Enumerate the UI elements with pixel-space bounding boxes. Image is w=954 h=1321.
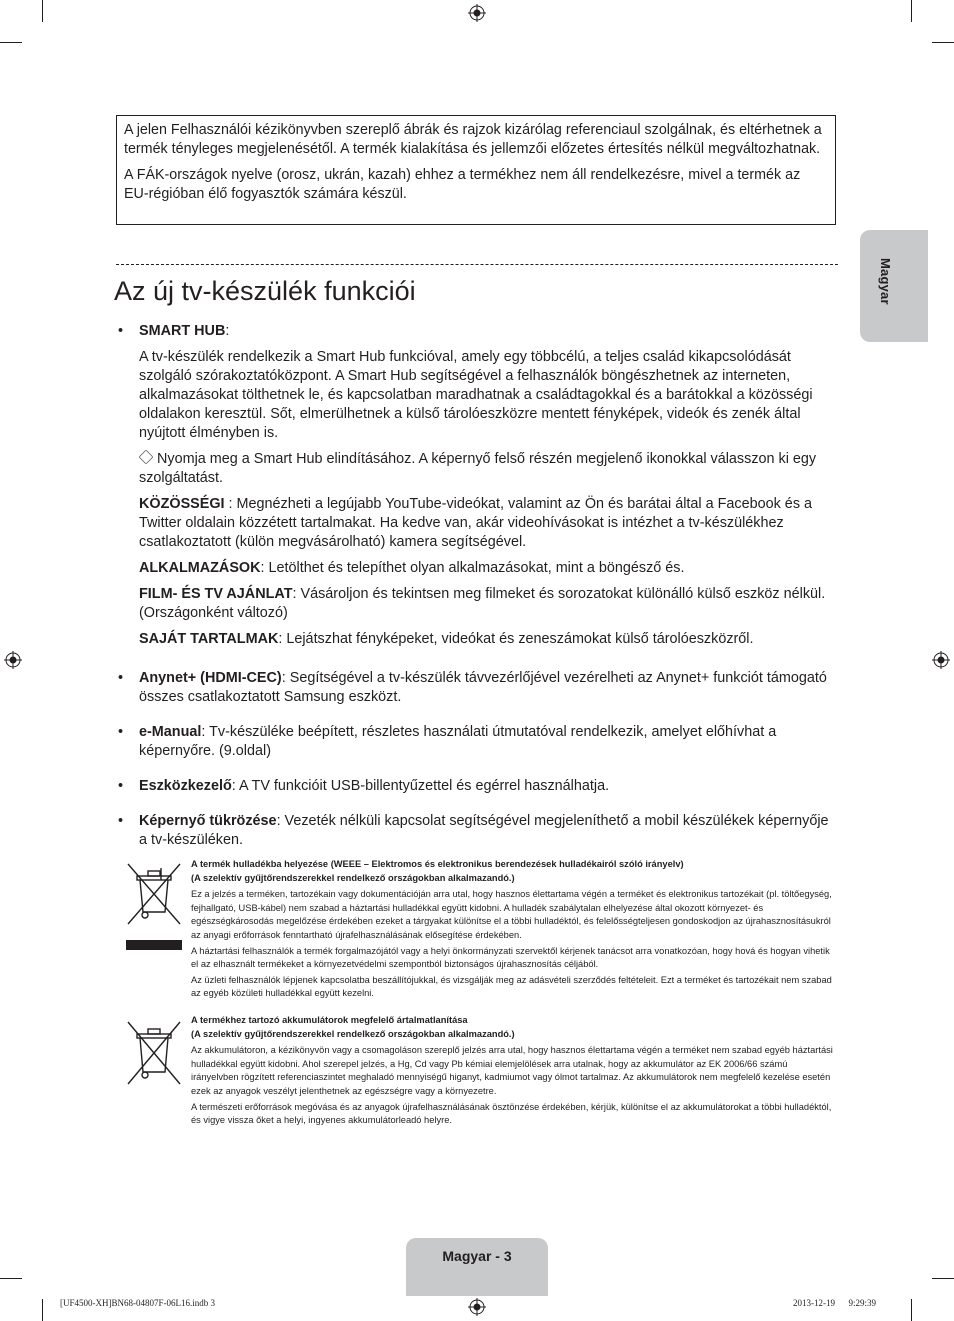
feature-list — [118, 322, 838, 866]
crossed-bin-icon — [124, 860, 184, 952]
print-timestamp: 2013-12-19 9:29:39 — [793, 1298, 876, 1308]
feature-text: : Letölthet és telepíthet olyan alkalmazásokat, mint a böngésző és. — [260, 560, 685, 576]
feature-description: Nyomja meg a Smart Hub elindításához. A képernyő felső részén megjelenő ikonokkal válasszon ki egy szolgáltatást. — [139, 451, 817, 486]
page-number: Magyar - 3 — [442, 1248, 512, 1264]
disclaimer-paragraph: A FÁK-országok nyelve (orosz, ukrán, kazah) ehhez a termékhez nem áll rendelkezésre, mivel a termék az EU-régióban élő fogyasztók számára készül. — [124, 167, 801, 202]
weee-paragraph: A háztartási felhasználók a termék forgalmazójától vagy a helyi önkormányzati szervektől kérjenek tanácsot arra vonatkozóan, hogy hová és hogyan vihetik el az elhasznált termékeket a környezetvédelmi szempontból biztonságos újrahasznosítás céljából. — [191, 945, 830, 970]
crop-mark — [911, 0, 912, 22]
smart-hub-icon — [139, 450, 154, 465]
feature-label: Anynet+ (HDMI-CEC) — [139, 670, 282, 686]
list-item — [118, 322, 838, 649]
section-divider — [116, 264, 838, 265]
crop-mark — [42, 0, 43, 22]
registration-mark-icon — [4, 651, 22, 669]
list-item — [118, 669, 838, 707]
feature-label: ALKALMAZÁSOK — [139, 560, 261, 576]
crop-mark — [0, 1278, 22, 1279]
registration-mark-icon — [468, 4, 486, 22]
bullet-icon: • — [118, 323, 124, 339]
registration-mark-icon — [468, 1298, 486, 1316]
bullet-icon: • — [118, 670, 124, 686]
feature-text: : A TV funkcióit USB-billentyűzettel és egérrel használhatja. — [231, 778, 610, 794]
page-title: Az új tv-készülék funkciói — [114, 276, 416, 306]
page-number-tab — [406, 1238, 548, 1296]
list-item — [118, 812, 838, 850]
feature-label: e-Manual — [139, 724, 202, 740]
feature-text: : Lejátszhat fényképeket, videókat és zeneszámokat külső tárolóeszközről. — [278, 631, 754, 647]
crop-mark — [0, 42, 22, 43]
feature-text: : Vezeték nélküli kapcsolat segítségével megjeleníthető a mobil készülékek képernyője a tv-készüléken. — [139, 813, 829, 848]
feature-label: FILM- ÉS TV AJÁNLAT — [139, 586, 293, 602]
crop-mark — [911, 1299, 912, 1321]
battery-paragraph: Az akkumulátoron, a kézikönyvön vagy a csomagoláson szereplő jelzés arra utal, hogy hasznos élettartama végén a terméket nem szabad egyéb háztartási hulladékkal együtt kidobni. Ahol szerepel jelzés, a Hg, Cd vagy Pb kémiai elemjelölések arra utalnak, hogy az akkumulátor az EK 2006/66 számú irányelvben rögzített referenciaszintet meghaladó mennyiségű higanyt, kadmiumot vagy ólmot tartalmaz. Az akkumulátorok nem megfelelő kezelése esetén ezek az anyagok veszélyt jelenthetnek az egészségre vagy a környezetre. — [191, 1045, 833, 1096]
crop-mark — [932, 1278, 954, 1279]
battery-paragraph: A természeti erőforrások megóvása és az anyagok újrafelhasználásának ösztönzése érdekében, kérjük, különítse el az akkumulátorokat a többi hulladéktól, és vigye vissza őket a helyi, ingyenes akkumulátorleadó helyre. — [191, 1101, 832, 1126]
crop-mark — [932, 42, 954, 43]
feature-label: Képernyő tükrözése — [139, 813, 277, 829]
crop-mark — [42, 1299, 43, 1321]
language-side-tab — [860, 230, 928, 342]
battery-subheading: (A szelektív gyűjtőrendszerekkel rendelkező országokban alkalmazandó.) — [191, 1028, 515, 1039]
bullet-icon: • — [118, 724, 124, 740]
list-item — [118, 723, 838, 761]
feature-label: SAJÁT TARTALMAK — [139, 631, 279, 647]
feature-label: Eszközkezelő — [139, 778, 232, 794]
disclaimer-paragraph: A jelen Felhasználói kézikönyvben szereplő ábrák és rajzok kizárólag referenciaul szolgálnak, és eltérhetnek a termék tényleges megjelenésétől. A termék kialakítása és jellemzői előzetes értesítés nélkül megváltozhatnak. — [124, 122, 822, 157]
bullet-icon: • — [118, 778, 124, 794]
registration-mark-icon — [932, 651, 950, 669]
weee-paragraph: Ez a jelzés a terméken, tartozékain vagy dokumentációján arra utal, hogy hasznos élettartama végén a terméket és elektronikus tartozékait (pl. töltőegység, fejhallgató, USB-kábel) nem szabad a háztartási hulladékkal együtt kidobni. A hulladék szabálytalan elhelyezése által okozott környezet- és egészségkárosodás megelőzése érdekében ezeket a tárgyakat különítse el a többi hulladéktól, és felelősségteljesen gondoskodjon az újrahasznosításukról az anyagi erőforrások fenntartható újrafelhasználásának elősegítése érdekében. — [191, 889, 832, 940]
weee-heading: A termék hulladékba helyezése (WEEE – Elektromos és elektronikus berendezések hulladékairól szóló irányelv) — [191, 859, 684, 869]
feature-text: : — [225, 323, 230, 339]
feature-text: : Segítségével a tv-készülék távvezérlőjével vezérelheti az Anynet+ funkciót támogató összes csatlakoztatott Samsung eszközt. — [139, 670, 827, 705]
language-label: Magyar — [878, 258, 893, 305]
feature-text: : Megnézheti a legújabb YouTube-videókat, valamint az Ön és barátai által a Facebook és a Twitter oldalain közzétett tartalmakat. Ha kedve van, akár videohívásokat is intézhet a tv-készülékhez csatlakoztatott (külön megvásárolható) kamera segítségével. — [139, 496, 813, 550]
feature-label: KÖZÖSSÉGI — [139, 496, 225, 512]
battery-notice — [120, 1014, 840, 1136]
feature-text: : Tv-készüléke beépített, részletes használati útmutatóval rendelkezik, amelyet előhívhat a képernyőre. (9.oldal) — [139, 724, 777, 759]
weee-paragraph: Az üzleti felhasználók lépjenek kapcsolatba beszállítójukkal, és vizsgálják meg az adásvételi szerződés feltételeit. Ezt a terméket és tartozékait nem szabad az egyéb közületi hulladékkal együtt kezelni. — [191, 974, 832, 999]
disclaimer-box — [116, 115, 836, 225]
weee-subheading: (A szelektív gyűjtőrendszerekkel rendelkező országokban alkalmazandó.) — [191, 872, 515, 883]
battery-heading: A termékhez tartozó akkumulátorok megfelelő ártalmatlanítása — [191, 1015, 468, 1025]
weee-notice — [120, 858, 840, 1008]
feature-label: SMART HUB — [139, 323, 226, 339]
feature-text: : Vásároljon és tekintsen meg filmeket és sorozatokat különálló külső eszköz nélkül. (Országonként változó) — [139, 586, 826, 621]
bullet-icon: • — [118, 813, 124, 829]
file-info: [UF4500-XH]BN68-04807F-06L16.indb 3 — [60, 1298, 215, 1308]
feature-description: A tv-készülék rendelkezik a Smart Hub funkcióval, amely egy többcélú, a teljes család kikapcsolódását szolgáló szórakoztatóközpont. A Smart Hub segítségével a felhasználók böngészhetnek az interneten, alkalmazásokat tölthetnek le, és kapcsolatban maradhatnak a családtagokkal és a barátokkal a közösségi oldalakon keresztül. Sőt, elmerülhetnek a külső tárolóeszközre mentett fényképek, videók és zenék által nyújtott élményben is. — [139, 349, 813, 441]
crossed-bin-icon — [124, 1018, 184, 1088]
list-item — [118, 777, 838, 796]
